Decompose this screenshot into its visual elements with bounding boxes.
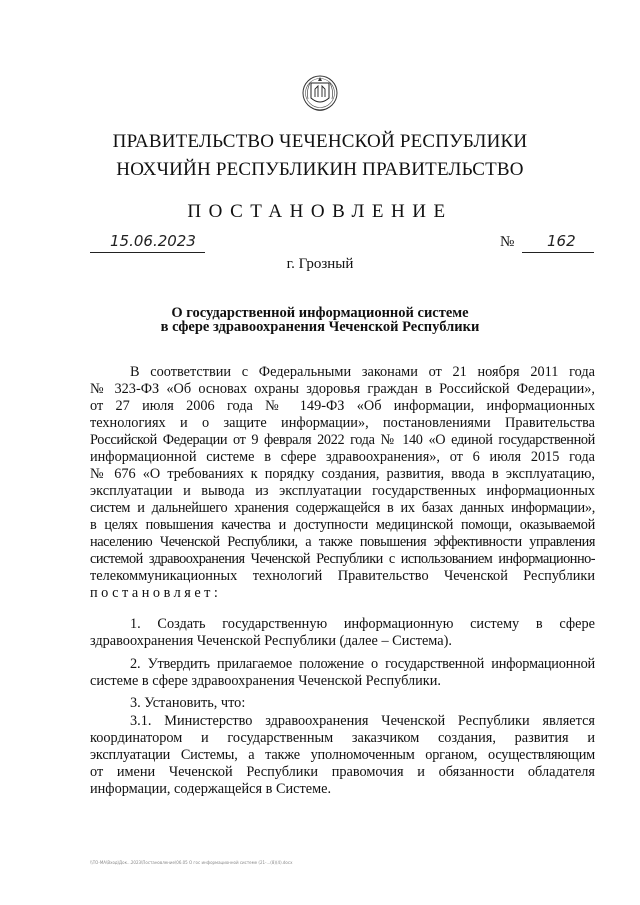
document-type: ПОСТАНОВЛЕНИЕ [187,201,453,222]
text-line: 3. Установить, что: [130,695,246,711]
item-1 [90,616,595,650]
text-line: В соответствии с Федеральными законами от 21 ноября 2011 года [130,364,595,380]
text-line: системе в сфере здравоохранения Чеченской Республики. [90,673,441,689]
text-line: системой здравоохранения Чеченской Республики с использованием информационно- [90,551,595,567]
text-line: в целях повышения качества и доступности медицинской помощи, оказываемой [90,517,595,533]
text-line: координатором и государственным заказчиком создания, развития и [90,730,595,746]
text-line: здравоохранения Чеченской Республики (далее – Система). [90,633,452,649]
document-number: 162 [547,232,576,250]
item-3 [90,695,595,712]
text-line: от имени Чеченской Республики правомочия и обязанности обладателя [90,764,595,780]
text-line: населению Чеченской Республики, а также повышения эффективности управления [90,534,595,550]
document-title-line: в сфере здравоохранения Чеченской Республики [160,319,480,335]
text-line: 3.1. Министерство здравоохранения Чеченской Республики является [130,713,595,729]
city: г. Грозный [286,256,354,272]
date-underline [90,252,205,253]
item-3-1 [90,713,595,798]
text-line: от 27 июля 2006 года № 149-ФЗ «Об информации, информационных [90,398,595,414]
government-name-chechen: НОХЧИЙН РЕСПУБЛИКИН ПРАВИТЕЛЬСТВО [116,159,524,180]
chechen-republic-emblem-icon [302,69,338,118]
government-name-russian: ПРАВИТЕЛЬСТВО ЧЕЧЕНСКОЙ РЕСПУБЛИКИ [112,131,528,152]
text-line: эксплуатации Системы, а также уполномоченным органом, осуществляющим [90,747,595,763]
document-date: 15.06.2023 [110,232,196,250]
text-line: телекоммуникационных технологий Правительство Чеченской Республики [90,568,595,584]
resolves-word: постановляет: [90,585,222,601]
text-line: информационной системе в сфере здравоохранения», от 6 июля 2015 года [90,449,595,465]
text-line: 1. Создать государственную информационную систему в сфере [130,616,595,632]
text-line: 2. Утвердить прилагаемое положение о государственной информационной [130,656,595,672]
text-line: Российской Федерации от 9 февраля 2022 года № 140 «О единой государственной [90,432,595,448]
text-line: № 676 «О требованиях к порядку создания, развития, ввода в эксплуатацию, [90,466,595,482]
text-line: систем и дальнейшего хранения содержащейся в их базах данных информации», [90,500,595,516]
text-line: № 323-ФЗ «Об основах охраны здоровья граждан в Российской Федерации», [90,381,595,397]
file-path-footer: \\TO-MA\Вход\Док...2023\Постановление\06.05 О гос информационной системе (21-...(8)(4).docx [90,860,293,865]
item-2 [90,656,595,690]
text-line: технологиях и о защите информации», постановлениями Правительства [90,415,595,431]
number-sign: № [500,234,515,250]
text-line: эксплуатации и вывода из эксплуатации государственных информационных [90,483,595,499]
document-title-line: О государственной информационной системе [171,305,469,321]
preamble-paragraph [90,364,595,602]
number-underline [522,252,594,253]
text-line: информации, содержащейся в Системе. [90,781,332,797]
